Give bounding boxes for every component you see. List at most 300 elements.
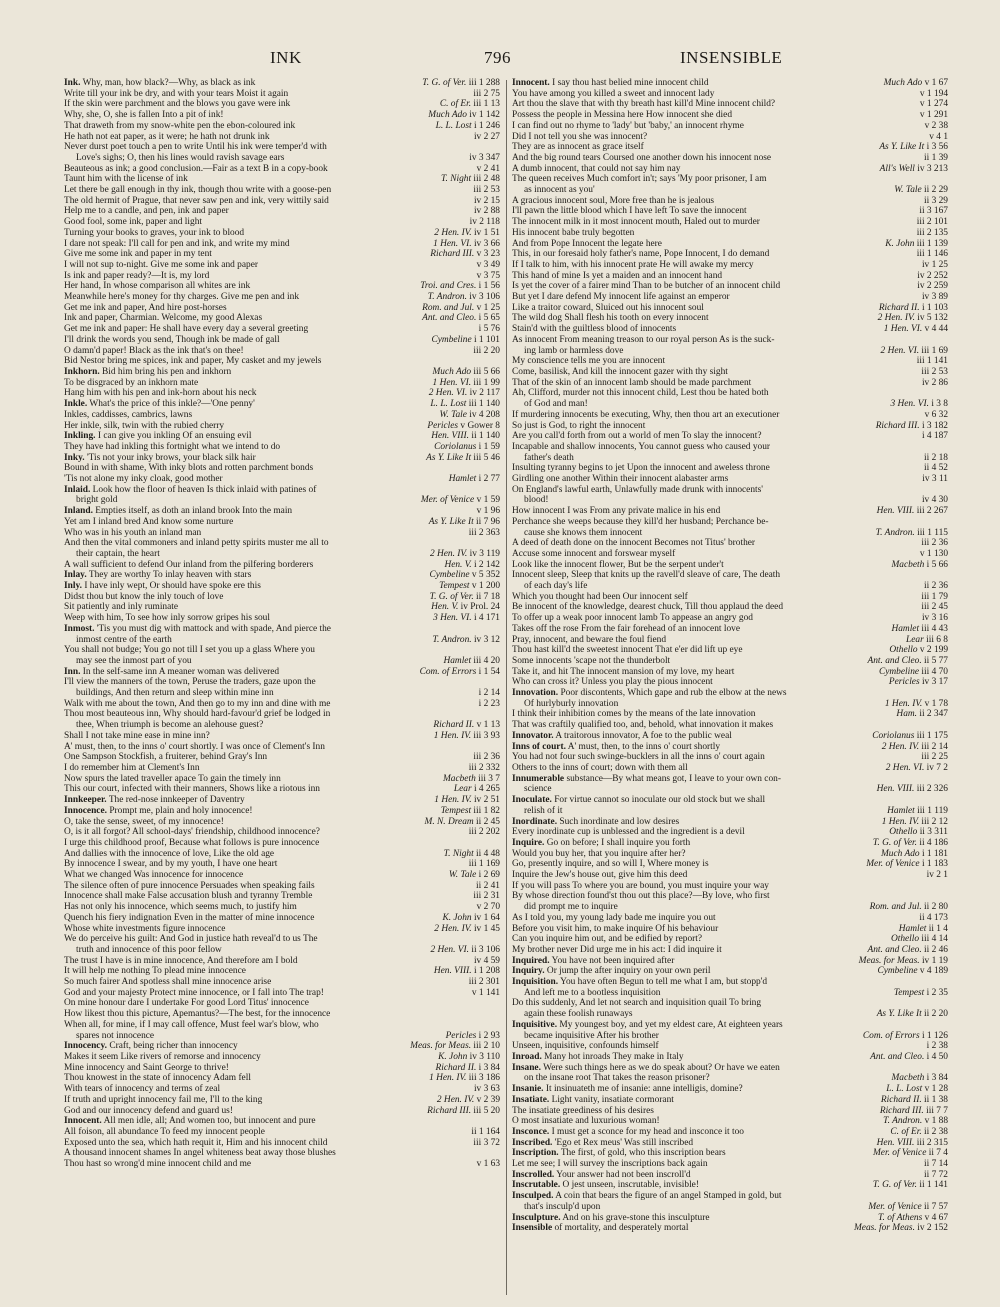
play-title: Much Ado — [432, 366, 472, 377]
citation-reference — [467, 977, 500, 988]
quotation-text: Taunt him with the license of ink — [64, 174, 188, 185]
citation-reference — [425, 421, 500, 432]
concordance-line — [64, 774, 500, 785]
citation-reference — [880, 742, 948, 753]
act-scene-line: iii 2 53 — [921, 366, 948, 377]
play-title: C. of Er. — [890, 1126, 922, 1137]
concordance-line — [512, 806, 948, 817]
act-scene-line: iii 2 75 — [473, 88, 500, 99]
concordance-line — [512, 1084, 948, 1095]
concordance-line — [512, 1159, 948, 1170]
concordance-line — [512, 281, 948, 292]
play-title: As Y. Like It — [428, 516, 474, 527]
quotation-text: The silence often of pure innocence Persuades when speaking fails — [64, 880, 315, 891]
citation-reference — [920, 378, 948, 389]
quotation-text: Turning your books to graves, your ink to blood — [64, 227, 245, 238]
concordance-line — [64, 1159, 500, 1170]
play-title: Hen. V. — [431, 602, 459, 613]
act-scene-line: iii 1 288 — [468, 78, 500, 88]
act-scene-line: iii 3 93 — [473, 730, 500, 741]
act-scene-line: v 4 189 — [919, 966, 948, 977]
citation-reference — [475, 1159, 500, 1170]
play-title: T. Andron. — [432, 634, 472, 645]
citation-reference — [917, 206, 948, 217]
quotation-text: Thou hast so wrong'd mine innocent child and me — [64, 1159, 252, 1170]
quotation-text: Go, presently inquire, and so will I, Where money is — [512, 859, 709, 870]
citation-reference — [472, 206, 500, 217]
act-scene-line: v 2 38 — [924, 120, 948, 131]
concordance-line — [64, 335, 500, 346]
citation-reference — [452, 784, 500, 795]
quotation-text: 'Tis you must dig with mattock and with spade, And pierce the — [96, 623, 331, 634]
concordance-line — [64, 121, 500, 132]
citation-reference — [432, 731, 500, 742]
act-scene-line: iv 3 63 — [473, 1084, 500, 1095]
act-scene-line: i 2 14 — [478, 688, 500, 699]
citation-reference — [874, 528, 948, 539]
act-scene-line: ii 2 36 — [924, 581, 948, 592]
citation-reference — [866, 945, 948, 956]
play-title: 1 Hen. VI. — [432, 377, 472, 388]
citation-reference — [468, 217, 500, 228]
concordance-line — [512, 1020, 948, 1031]
quotation-text: I'll pawn the little blood which I have left To save the innocent — [512, 206, 747, 217]
act-scene-line: iii 2 10 — [473, 1041, 500, 1052]
concordance-line — [512, 1191, 948, 1202]
entry-headword: Ink. — [64, 78, 81, 88]
concordance-line — [512, 249, 948, 260]
concordance-line — [512, 99, 948, 110]
quotation-text: This hand of mine Is yet a maiden and an innocent hand — [512, 270, 723, 281]
quotation-text: Pray, innocent, and beware the foul fiend — [512, 634, 667, 645]
play-title: Hen. VIII. — [876, 506, 915, 517]
play-title: Mer. of Venice — [868, 1201, 922, 1212]
act-scene-line: i 2 142 — [473, 559, 500, 570]
quotation-text: With tears of innocency and terms of zeal — [64, 1084, 221, 1095]
play-title: Hen. VIII. — [876, 1137, 915, 1148]
quotation-text: Is ink and paper ready?—It is, my lord — [64, 270, 210, 281]
quotation-text: On England's lawful earth, Unlawfully made drunk with innocents' — [512, 484, 763, 495]
quotation-text: My youngest boy, and yet my eldest care, At eighteen years — [559, 1019, 783, 1030]
entry-headword: Innovator. — [512, 730, 554, 741]
citation-reference — [475, 260, 500, 271]
play-title: Lear — [906, 634, 924, 645]
citation-reference — [875, 1138, 948, 1149]
play-title: Hamlet — [448, 474, 477, 485]
act-scene-line: v 1 88 — [924, 1116, 948, 1127]
play-title: Coriolanus — [872, 730, 915, 741]
quotation-text: The wild dog Shall flesh his tooth on every innocent — [512, 313, 709, 324]
act-scene-line: iii 2 301 — [468, 977, 500, 988]
quotation-text: father's death — [524, 452, 574, 463]
citation-reference — [920, 495, 948, 506]
concordance-line — [512, 795, 948, 806]
act-scene-line: i 2 35 — [926, 987, 948, 998]
act-scene-line: ii 2 29 — [924, 185, 948, 196]
quotation-text: Never durst poet touch a pen to write Until his ink were temper'd with — [64, 142, 327, 153]
concordance-line — [512, 1116, 948, 1127]
entry-headword: Inkhorn. — [64, 366, 100, 377]
quotation-text: Some innocents 'scape not the thunderbolt — [512, 655, 671, 666]
concordance-line — [512, 667, 948, 678]
quotation-text: To be disgraced by an inkhorn mate — [64, 377, 199, 388]
act-scene-line: iii 1 119 — [917, 805, 948, 816]
concordance-line — [512, 784, 948, 795]
quotation-text: Innocent sleep, Sleep that knits up the ravell'd sleave of care, The death — [512, 570, 781, 581]
quotation-text: A dumb innocent, that could not say him nay — [512, 163, 681, 174]
citation-reference — [922, 463, 948, 474]
concordance-line — [64, 966, 500, 977]
quotation-text: So much fairer And spotless shall mine innocence arise — [64, 977, 272, 988]
citation-reference — [919, 752, 948, 763]
act-scene-line: ii 2 18 — [924, 452, 948, 463]
quotation-text: Now spurs the lated traveller apace To gain the timely inn — [64, 773, 281, 784]
entry-headword: Insanie. — [512, 1084, 544, 1095]
act-scene-line: ii 2 347 — [919, 709, 948, 720]
play-title: Hamlet — [443, 655, 472, 666]
quotation-text: Innocence shall make False accusation blush and tyranny Tremble — [64, 891, 313, 902]
concordance-line — [512, 817, 948, 828]
quotation-text: Craft, being richer than innocency — [109, 1041, 238, 1052]
act-scene-line: iv 3 110 — [469, 1051, 500, 1062]
act-scene-line: iii 2 267 — [916, 506, 948, 517]
act-scene-line: iv 2 117 — [469, 388, 500, 399]
concordance-line — [64, 913, 500, 924]
concordance-line — [512, 602, 948, 613]
play-title: Richard III. — [430, 249, 475, 260]
entry-headword: Insensible — [512, 1223, 553, 1234]
play-title: T. Andron. — [883, 1116, 923, 1127]
play-title: Macbeth — [442, 773, 476, 784]
act-scene-line: iii 2 20 — [473, 345, 500, 356]
entry-headword: Inn. — [64, 666, 81, 677]
act-scene-line: iv 2 88 — [473, 206, 500, 217]
quotation-text: I'll view the manners of the town, Peruse the traders, gaze upon the — [64, 677, 316, 688]
citation-reference — [922, 153, 948, 164]
concordance-line — [64, 453, 500, 464]
concordance-line — [64, 517, 500, 528]
citation-reference — [438, 99, 500, 110]
act-scene-line: v 2 70 — [476, 902, 500, 913]
quotation-text: Perchance she weeps because they kill'd her husband; Perchance be- — [512, 516, 769, 527]
play-title: Troi. and Cres. — [420, 281, 477, 292]
play-title: 2 Hen. IV. — [881, 741, 920, 752]
entry-headword: Inkle. — [64, 399, 88, 410]
citation-reference — [428, 592, 500, 603]
citation-reference — [469, 1127, 500, 1138]
concordance-line — [512, 945, 948, 956]
play-title: Mer. of Venice — [420, 495, 475, 506]
concordance-line — [512, 1170, 948, 1181]
act-scene-line: iv 1 19 — [921, 955, 948, 966]
act-scene-line: i 2 38 — [926, 1041, 948, 1052]
quotation-text: Get me ink and paper: He shall have every day a several greeting — [64, 324, 309, 335]
quotation-text: And on his grave-stone this insculpture — [562, 1212, 710, 1223]
concordance-line — [512, 1202, 948, 1213]
citation-reference — [923, 410, 948, 421]
citation-reference — [884, 763, 948, 774]
act-scene-line: iii 1 115 — [917, 527, 948, 538]
play-title: 1 Hen. IV. — [429, 1073, 467, 1084]
quotation-text: as innocent as you' — [524, 185, 595, 196]
concordance-line — [64, 635, 500, 646]
quotation-text: That was craftily qualified too, and, behold, what innovation it makes — [512, 720, 774, 731]
citation-reference — [879, 1095, 948, 1106]
quotation-text: The first, of gold, who this inscription bears — [560, 1148, 726, 1159]
play-title: Cymbeline — [877, 966, 918, 977]
act-scene-line: iii 2 202 — [468, 827, 500, 838]
act-scene-line: ii 5 77 — [924, 655, 948, 666]
concordance-line — [64, 1095, 500, 1106]
concordance-line — [512, 313, 948, 324]
citation-reference — [883, 239, 948, 250]
play-title: 1 Hen. IV. — [884, 698, 923, 709]
quotation-text: Accuse some innocent and forswear myself — [512, 548, 676, 559]
concordance-line — [64, 720, 500, 731]
concordance-line — [512, 206, 948, 217]
citation-reference — [918, 549, 948, 560]
citation-reference — [879, 346, 948, 357]
quotation-text: Yet am I inland bred And know some nurture — [64, 516, 234, 527]
citation-reference — [439, 174, 500, 185]
concordance-line — [512, 1127, 948, 1138]
citation-reference — [922, 1170, 948, 1181]
concordance-line — [512, 1031, 948, 1042]
quotation-text: I say thou hast belied mine innocent child — [552, 78, 709, 88]
entry-headword: Innocent. — [64, 1116, 102, 1127]
concordance-line — [64, 656, 500, 667]
citation-reference — [472, 956, 500, 967]
act-scene-line: iv 3 11 — [922, 474, 948, 485]
act-scene-line: iii 1 169 — [468, 859, 500, 870]
quotation-text: Others to the inns of court; down with them all — [512, 763, 688, 773]
concordance-line — [64, 1052, 500, 1063]
quotation-text: Why, man, how black?—Why, as black as ink — [82, 78, 256, 88]
quotation-text: If the skin were parchment and the blows you gave were ink — [64, 99, 291, 110]
concordance-line — [512, 859, 948, 870]
play-title: Hen. VIII. — [433, 966, 472, 977]
entry-headword: Innocent. — [512, 78, 550, 88]
citation-reference — [904, 635, 948, 646]
quotation-text: The insatiate greediness of his desires — [512, 1105, 654, 1116]
quotation-text: We do perceive his guilt: And God in justice hath reveal'd to us The — [64, 934, 318, 945]
citation-reference — [427, 517, 500, 528]
quotation-text: did prompt me to inquire — [524, 902, 618, 913]
play-title: Richard II. — [878, 302, 920, 313]
concordance-line — [64, 399, 500, 410]
act-scene-line: v 2 199 — [919, 645, 948, 656]
quotation-text: Who was in his youth an inland man — [64, 527, 202, 538]
concordance-line — [512, 677, 948, 688]
quotation-text: Bound in with shame, With inky blots and rotten parchment bonds — [64, 463, 314, 474]
play-title: W. Tale — [439, 409, 467, 420]
citation-reference — [471, 752, 500, 763]
act-scene-line: iv 2 118 — [469, 217, 500, 228]
concordance-line — [512, 592, 948, 603]
quotation-text: Makes it seem Like rivers of remorse and innocency — [64, 1051, 261, 1062]
concordance-line — [512, 560, 948, 571]
concordance-line — [512, 517, 948, 528]
act-scene-line: ii 3 106 — [471, 944, 500, 955]
citation-reference — [915, 217, 948, 228]
quotation-text: Beauteous as ink; a good conclusion.—Fair as a text B in a copy-book — [64, 163, 328, 174]
quotation-text: A thousand innocent shames In angel whiteness beat away those blushes — [64, 1148, 336, 1159]
concordance-line — [64, 78, 500, 89]
act-scene-line: ii 2 46 — [924, 944, 948, 955]
play-title: T. G. of Ver. — [422, 78, 467, 88]
play-title: Pericles — [445, 1030, 477, 1041]
concordance-line — [512, 635, 948, 646]
concordance-line — [512, 699, 948, 710]
act-scene-line: ii 2 38 — [924, 1126, 948, 1137]
citation-reference — [427, 1073, 500, 1084]
quotation-text: Of hurlyburly innovation — [524, 698, 619, 709]
entry-headword: Inquisitive. — [512, 1019, 558, 1030]
play-title: T. G. of Ver. — [429, 591, 474, 602]
citation-reference — [861, 1031, 948, 1042]
citation-reference — [432, 924, 500, 935]
quotation-text: They are as innocent as grace itself — [512, 142, 644, 153]
quotation-text: 'Ego et Rex meus' Was still inscribed — [554, 1137, 694, 1148]
concordance-line — [512, 442, 948, 453]
quotation-text: A wall sufficient to defend Our inland from the pilfering borderers — [64, 559, 314, 570]
act-scene-line: i 1 183 — [921, 859, 948, 870]
act-scene-line: iii 2 25 — [921, 752, 948, 763]
quotation-text: Unseen, inquisitive, confounds himself — [512, 1041, 659, 1052]
concordance-line — [64, 709, 500, 720]
concordance-line — [512, 924, 948, 935]
concordance-line — [64, 1106, 500, 1117]
act-scene-line: iv 5 132 — [917, 313, 948, 324]
concordance-line — [64, 560, 500, 571]
quotation-text: cause she knows them innocent — [524, 527, 643, 538]
page-header — [0, 48, 1000, 72]
concordance-line — [512, 656, 948, 667]
act-scene-line: i 1 246 — [473, 120, 500, 131]
act-scene-line: iii 5 20 — [473, 1105, 500, 1116]
entry-headword: Inly. — [64, 581, 82, 592]
act-scene-line: v 1 25 — [476, 302, 500, 313]
quotation-text: A' must, then, to the inns o' court shortly — [567, 741, 721, 752]
act-scene-line: iii 2 332 — [468, 763, 500, 773]
concordance-line — [512, 613, 948, 624]
play-title: Ant. and Cleo. — [422, 313, 477, 324]
quotation-text: My brother never Did urge me in his act: I did inquire it — [512, 944, 722, 955]
citation-reference — [922, 453, 948, 464]
act-scene-line: iii 1 140 — [468, 399, 500, 410]
act-scene-line: v 1 13 — [476, 720, 500, 731]
concordance-line — [512, 988, 948, 999]
quotation-text: And left me to a bootless inquisition — [524, 987, 661, 998]
play-title: 2 Hen. VI. — [880, 345, 920, 356]
play-title: T. G. of Ver. — [872, 1180, 917, 1191]
quotation-text: You have among you killed a sweet and innocent lady — [512, 88, 715, 99]
act-scene-line: iii 2 135 — [916, 227, 948, 238]
concordance-line — [512, 849, 948, 860]
act-scene-line: iii 3 72 — [473, 1137, 500, 1148]
quotation-text: Let there be gall enough in thy ink, though thou write with a goose-pen — [64, 185, 332, 196]
concordance-line — [512, 164, 948, 175]
quotation-text: Weep with him, To see how inly sorrow gripes his soul — [64, 613, 270, 624]
play-title: W. Tale — [894, 185, 922, 196]
concordance-line — [64, 378, 500, 389]
concordance-line — [512, 495, 948, 506]
act-scene-line: v 4 67 — [924, 1212, 948, 1223]
act-scene-line: iv 3 347 — [469, 152, 500, 163]
play-title: Tempest — [440, 805, 472, 816]
act-scene-line: ii 4 52 — [924, 463, 948, 474]
quotation-text: What we changed Was innocence for innocence — [64, 870, 244, 881]
quotation-text: God and our innocency defend and guard us! — [64, 1105, 233, 1116]
act-scene-line: ii 1 4 — [928, 923, 948, 934]
quotation-text: Her hand, In whose comparison all whites are ink — [64, 281, 251, 292]
play-title: 2 Hen. VI. — [430, 944, 469, 955]
quotation-text: Exposed unto the sea, which hath requit it, Him and his innocent child — [64, 1137, 328, 1148]
act-scene-line: iii 2 12 — [921, 816, 948, 827]
play-title: L. L. Lost — [430, 399, 467, 410]
quotation-text: My conscience tells me you are innocent — [512, 356, 666, 367]
concordance-line — [64, 988, 500, 999]
quotation-text: I will not sup to-night. Give me some ink and paper — [64, 259, 258, 270]
play-title: Ham. — [896, 709, 917, 720]
citation-reference — [475, 271, 500, 282]
quotation-text: I must get a sconce for my head and insconce it too — [551, 1126, 744, 1137]
quotation-text: If you will pass To where you are bound, you must inquire your way — [512, 880, 769, 891]
act-scene-line: i 1 54 — [478, 666, 500, 677]
quotation-text: You shall not budge; You go not till I set you up a glass Where you — [64, 645, 315, 656]
act-scene-line: iii 4 14 — [921, 934, 948, 945]
citation-reference — [477, 688, 500, 699]
quotation-text: For virtue cannot so inoculate our old stock but we shall — [554, 795, 766, 806]
concordance-line — [512, 1223, 948, 1234]
citation-reference — [435, 1095, 500, 1106]
act-scene-line: i 1 126 — [921, 1030, 948, 1041]
citation-reference — [870, 731, 948, 742]
concordance-line — [512, 196, 948, 207]
play-title: 1 Hen. VI. — [883, 324, 923, 335]
citation-reference — [879, 849, 948, 860]
concordance-line — [64, 89, 500, 100]
quotation-text: And dallies with the innocence of love, Like the old age — [64, 848, 275, 859]
quotation-text: Didst thou but know the inly touch of love — [64, 591, 224, 602]
citation-reference — [427, 570, 500, 581]
citation-reference — [920, 613, 948, 624]
play-title: Meas. for Meas. — [858, 955, 920, 966]
citation-reference — [467, 827, 500, 838]
concordance-line — [512, 977, 948, 988]
concordance-line — [64, 1020, 500, 1031]
concordance-line — [64, 1127, 500, 1138]
entry-headword: Inordinate. — [512, 816, 558, 827]
quotation-text: Hang him with his pen and ink-horn about his neck — [64, 388, 257, 399]
concordance-line — [64, 667, 500, 678]
quotation-text: Mine innocency and Saint George to thrive! — [64, 1062, 229, 1073]
citation-reference — [918, 99, 948, 110]
concordance-line — [512, 463, 948, 474]
play-title: All's Well — [879, 163, 915, 174]
act-scene-line: v 4 44 — [924, 324, 948, 335]
concordance-line — [512, 966, 948, 977]
quotation-text: became inquisitive After his brother — [524, 1030, 659, 1041]
concordance-line — [64, 881, 500, 892]
citation-reference — [432, 795, 500, 806]
citation-reference — [857, 956, 948, 967]
citation-reference — [915, 271, 948, 282]
citation-reference — [922, 581, 948, 592]
act-scene-line: i 1 101 — [473, 334, 500, 345]
quotation-text: inmost centre of the earth — [76, 634, 172, 645]
citation-reference — [922, 1159, 948, 1170]
